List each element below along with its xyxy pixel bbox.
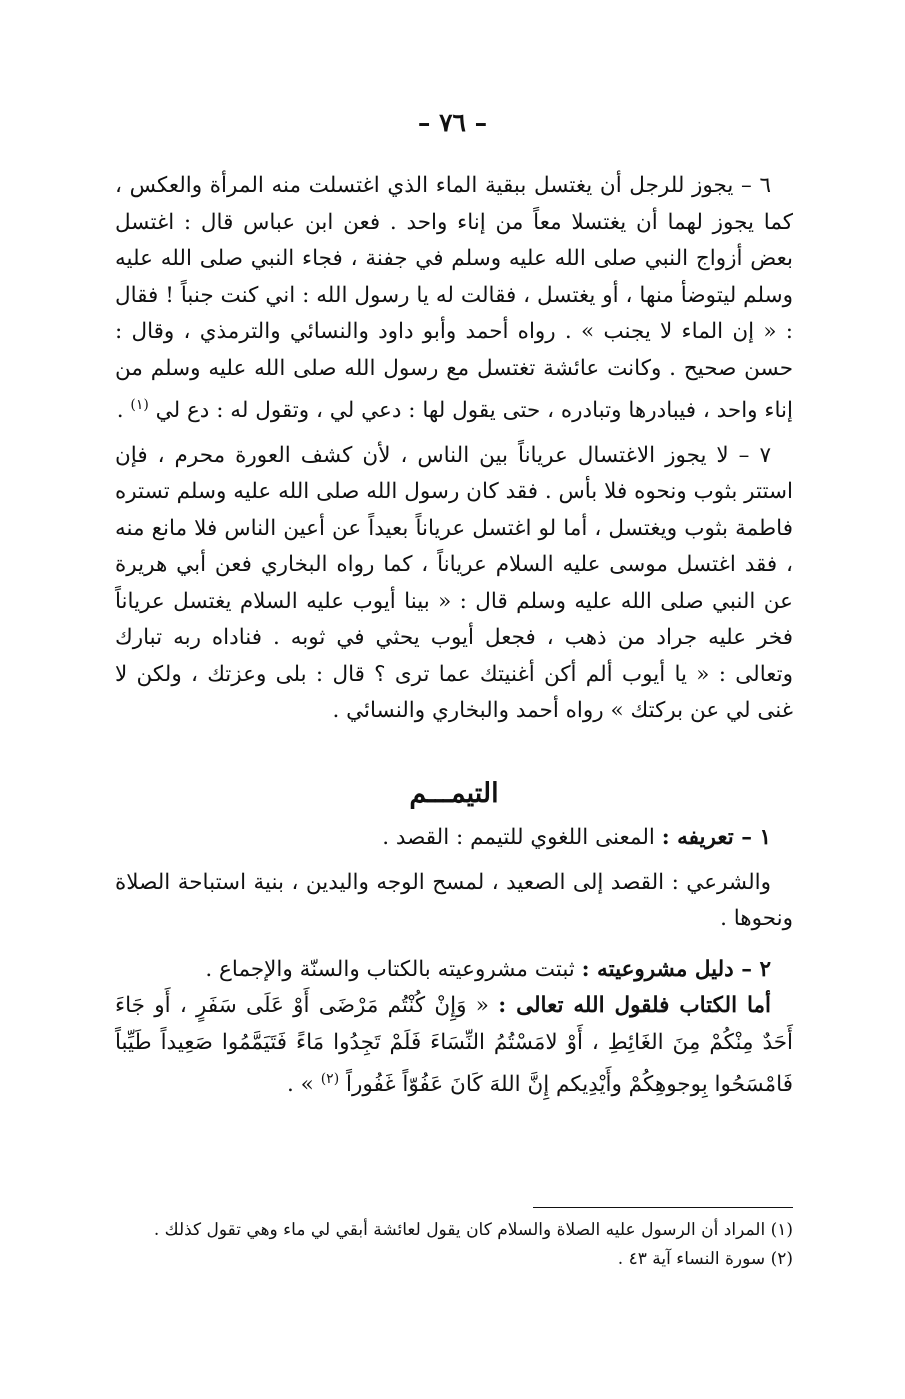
proof-label: ٢ – دليل مشروعيته :	[581, 956, 771, 982]
paragraph-item-7: ٧ – لا يجوز الاغتسال عرياناً بين الناس ، لأن كشف العورة محرم ، فإن استتر بثوب ونحوه فلا بأس . فقد كان رسول الله صلى الله عليه وسلم تستره فاطمة بثوب ويغتسل ، أما لو اغتسل عرياناً بعيداً عن أعين الناس فلا مانع منه ، فقد اغتسل موسى عليه السلام عرياناً ، كما رواه البخاري فعن أبي هريرة عن النبي صلى الله عليه وسلم قال : « بينا أيوب عليه السلام يغتسل عرياناً فخر عليه جراد من ذهب ، فجعل أيوب يحثي في ثوبه . فناداه ربه تبارك وتعالى : « يا أيوب ألم أكن أغنيتك عما ترى ؟ قال : بلى وعزتك ، ولكن لا غنى لي عن بركتك » رواه أحمد والبخاري والنسائي .	[115, 442, 793, 724]
definition-text: المعنى اللغوي للتيمم : القصد .	[382, 825, 662, 851]
definition-label: ١ – تعريفه :	[661, 825, 771, 851]
book-label: أما الكتاب فلقول الله تعالى :	[498, 993, 771, 1019]
footnote-ref-2: (٢)	[320, 1071, 340, 1088]
paragraph-item-6-text: ٦ – يجوز للرجل أن يغتسل ببقية الماء الذي اغتسلت منه المرأة والعكس ، كما يجوز لهما أن يغتسلا معاً من إناء واحد . فعن ابن عباس قال : اغتسل بعض أزواج النبي صلى الله عليه وسلم في جفنة ، فجاء النبي صلى الله عليه وسلم ليتوضأ منها ، أو يغتسل ، فقالت له يا رسول الله : اني كنت جنباً ! فقال : « إن الماء لا يجنب » . رواه أحمد وأبو داود والنسائي والترمذي ، وقال : حسن صحيح . وكانت عائشة تغتسل مع رسول الله صلى الله عليه وسلم من إناء واحد ، فيبادرها وتبادره ، حتى يقول لها : دعي لي ، وتقول له : دع لي	[115, 173, 793, 424]
page-body	[115, 168, 793, 1104]
footnotes	[115, 1216, 793, 1274]
page-number: – ٧٦ –	[417, 108, 488, 137]
footnote-divider	[533, 1207, 793, 1208]
sharia-definition: والشرعي : القصد إلى الصعيد ، لمسح الوجه واليدين ، بنية استباحة الصلاة ونحوها .	[115, 869, 793, 932]
paragraph-item-6	[115, 168, 793, 430]
section-heading-tayammum: التيمـــم	[409, 777, 499, 809]
quran-verse: « وَإِنْ كُنْتُم مَرْضَى أَوْ عَلَى سَفَرٍ ، أَو جَاءَ أَحَدٌ مِنْكُمْ مِنَ الغَائِطِ ، أَوْ لامَسْتُمُ النِّسَاءَ فَلَمْ تَجِدُوا مَاءً فَتَيَمَّمُوا صَعِيداً طَيِّباً فَامْسَحُوا بِوجوهِكُمْ وأَيْدِيكم إِنَّ اللهَ كَانَ عَفُوّاً غَفُوراً	[115, 993, 793, 1098]
verse-end: » .	[287, 1072, 321, 1098]
footnote-2: (٢) سورة النساء آية ٤٣ .	[617, 1249, 793, 1269]
quran-evidence	[115, 988, 793, 1104]
footnote-1: (١) المراد أن الرسول عليه الصلاة والسلام كان يقول لعائشة أبقي لي ماء وهي تقول كذلك .	[153, 1220, 793, 1240]
paragraph-item-6-end: .	[116, 398, 131, 424]
legitimacy-proof	[115, 952, 793, 989]
tayammum-definition	[115, 820, 793, 857]
footnote-ref-1: (١)	[130, 397, 149, 413]
proof-text: ثبتت مشروعيته بالكتاب والسنّة والإجماع .	[205, 956, 582, 982]
